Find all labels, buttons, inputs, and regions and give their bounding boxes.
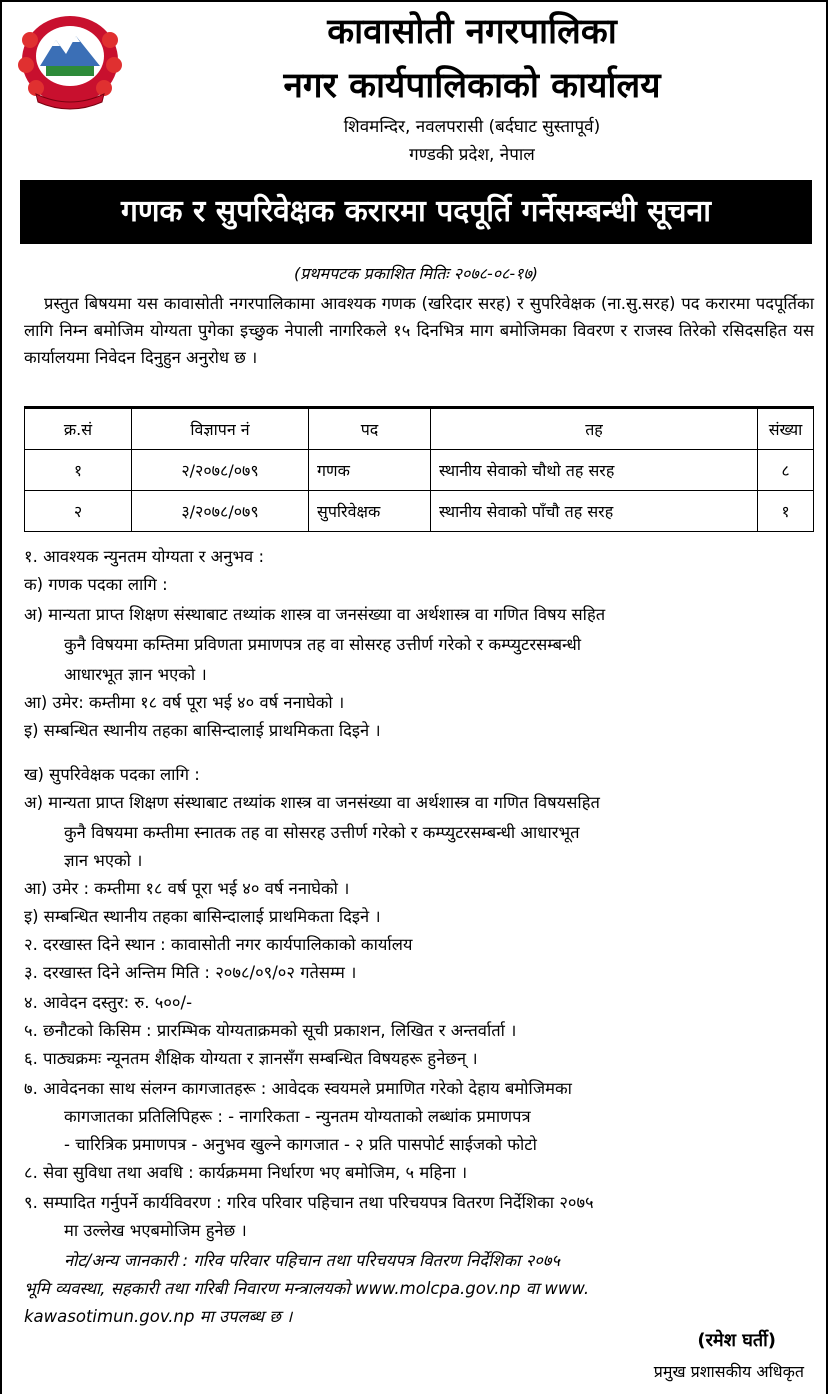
note-line: भूमि व्यवस्था, सहकारी तथा गरिबी निवारण मन्त्रालयको www.molcpa.gov.np वा www. [24,1279,590,1298]
supervisor-age-line: आ) उमेर : कम्तीमा १८ वर्ष पूरा भई ४० वर्ष ननाघेको । [24,879,350,898]
cell-serial: २ [25,491,132,532]
signatory-title: प्रमुख प्रशासकीय अधिकृत [653,1362,804,1381]
supervisor-education-line: कुनै विषयमा कम्तीमा स्नातक तह वा सोसरह उत्तीर्ण गरेको र कम्प्युटरसम्बन्धी आधारभूत [64,823,580,842]
enumerator-education-line: आधारभूत ज्ञान भएको । [64,665,207,684]
vacancy-table [24,406,814,532]
section-qualification-heading: १. आवश्यक न्युनतम योग्यता र अनुभव : [24,547,265,566]
header-post: पद [309,408,431,450]
table-row [25,491,814,532]
enumerator-education-line: अ) मान्यता प्राप्त शिक्षण संस्थाबाट तथ्यांक शास्त्र वा जनसंख्या वा अर्थशास्त्र वा गणित विषय सहित [24,605,606,624]
application-place-line: २. दरखास्त दिने स्थान : कावासोती नगर कार्यपालिकाको कार्यालय [24,935,413,954]
municipality-title: कावासोती नगरपालिका [327,12,617,52]
signatory-name: (रमेश घर्ती) [697,1330,776,1351]
cell-post: गणक [309,450,431,491]
header-serial: क्र.सं [25,408,132,450]
office-title: नगर कार्यपालिकाको कार्यालय [283,66,661,106]
intro-paragraph: प्रस्तुत बिषयमा यस कावासोती नगरपालिकामा आवश्यक गणक (खरिदार सरह) र सुपरिवेक्षक (ना.सु.सरह) पद करारमा पदपूर्तिका लागि निम्न बमोजिम योग्यता पुगेका इच्छुक नेपाली नागरिकले १५ दिनभित्र माग बमोजिमका विवरण र राजस्व तिरेको रसिदसहित यस कार्यालयमा निवेदन दिनुहुन अनुरोध छ । [24,294,814,367]
service-facility-line: ८. सेवा सुविधा तथा अवधि : कार्यक्रममा निर्धारण भए बमोजिम, ५ महिना । [24,1163,468,1182]
supervisor-education-line: ज्ञान भएको । [64,851,143,870]
supervisor-priority-line: इ) सम्बन्धित स्थानीय तहका बासिन्दालाई प्राथमिकता दिइने । [24,907,381,926]
cell-serial: १ [25,450,132,491]
cell-ad-number: २/२०७८/०७९ [132,450,309,491]
cell-count: ८ [758,450,814,491]
note-line: kawasotimun.gov.np मा उपलब्ध छ । [24,1307,293,1326]
publish-date: (प्रथमपटक प्रकाशित मितिः २०७८-०८-१७) [293,264,539,283]
enumerator-priority-line: इ) सम्बन्धित स्थानीय तहका बासिन्दालाई प्राथमिकता दिइने । [24,721,381,740]
documents-line: ७. आवेदनका साथ संलग्न कागजातहरू : आवेदक स्वयमले प्रमाणित गरेको देहाय बमोजिमका [24,1079,572,1098]
address-line: शिवमन्दिर, नवलपरासी (बर्दघाट सुस्तापूर्व) [343,117,601,137]
documents-line: कागजातका प्रतिलिपिहरू : - नागरिकता - न्युनतम योग्यताको लब्धांक प्रमाणपत्र [64,1107,531,1126]
cell-level: स्थानीय सेवाको चौथो तह सरह [431,450,758,491]
header-ad-number: विज्ञापन नं [132,408,309,450]
job-description-line: ९. सम्पादित गर्नुपर्ने कार्यविवरण : गरिव परिवार पहिचान तथा परिचयपत्र वितरण निर्देशिका २०७५ [24,1193,594,1212]
table-row [25,450,814,491]
subsection-supervisor-heading: ख) सुपरिवेक्षक पदका लागि : [24,765,200,784]
enumerator-age-line: आ) उमेर: कम्तीमा १८ वर्ष पूरा भई ४० वर्ष ननाघेको । [24,693,345,712]
job-description-line: मा उल्लेख भएबमोजिम हुनेछ । [64,1221,247,1240]
cell-count: १ [758,491,814,532]
supervisor-education-line: अ) मान्यता प्राप्त शिक्षण संस्थाबाट तथ्यांक शास्त्र वा जनसंख्या वा अर्थशास्त्र वा गणित विषयसहित [24,793,600,812]
enumerator-education-line: कुनै विषयमा कम्तिमा प्रविणता प्रमाणपत्र तह वा सोसरह उत्तीर्ण गरेको र कम्प्युटरसम्बन्धी [64,635,582,654]
header-level: तह [431,408,758,450]
application-fee-line: ४. आवेदन दस्तुर: रु. ५००/- [24,993,193,1012]
cell-post: सुपरिवेक्षक [309,491,431,532]
cell-level: स्थानीय सेवाको पाँचौ तह सरह [431,491,758,532]
note-line: नोट/अन्य जानकारी : गरिव परिवार पहिचान तथा परिचयपत्र वितरण निर्देशिका २०७५ [64,1251,561,1270]
table-header-row [25,408,814,450]
notice-title-banner: गणक र सुपरिवेक्षक करारमा पदपूर्ति गर्नेसम्बन्धी सूचना [20,180,812,244]
application-deadline-line: ३. दरखास्त दिने अन्तिम मिति : २०७८/०९/०२ गतेसम्म । [24,963,357,982]
documents-line: - चारित्रिक प्रमाणपत्र - अनुभव खुल्ने कागजात - २ प्रति पासपोर्ट साईजको फोटो [64,1135,537,1154]
subsection-enumerator-heading: क) गणक पदका लागि : [24,575,168,594]
province-line: गण्डकी प्रदेश, नेपाल [409,145,535,165]
selection-method-line: ५. छनौटको किसिम : प्रारम्भिक योग्यताक्रमको सूची प्रकाशन, लिखित र अन्तर्वार्ता । [24,1021,517,1040]
syllabus-line: ६. पाठ्यक्रमः न्यूनतम शैक्षिक योग्यता र ज्ञानसँग सम्बन्धित विषयहरू हुनेछन् । [24,1049,478,1068]
header-count: संख्या [758,408,814,450]
cell-ad-number: ३/२०७८/०७९ [132,491,309,532]
nepal-government-emblem-icon [16,10,124,110]
